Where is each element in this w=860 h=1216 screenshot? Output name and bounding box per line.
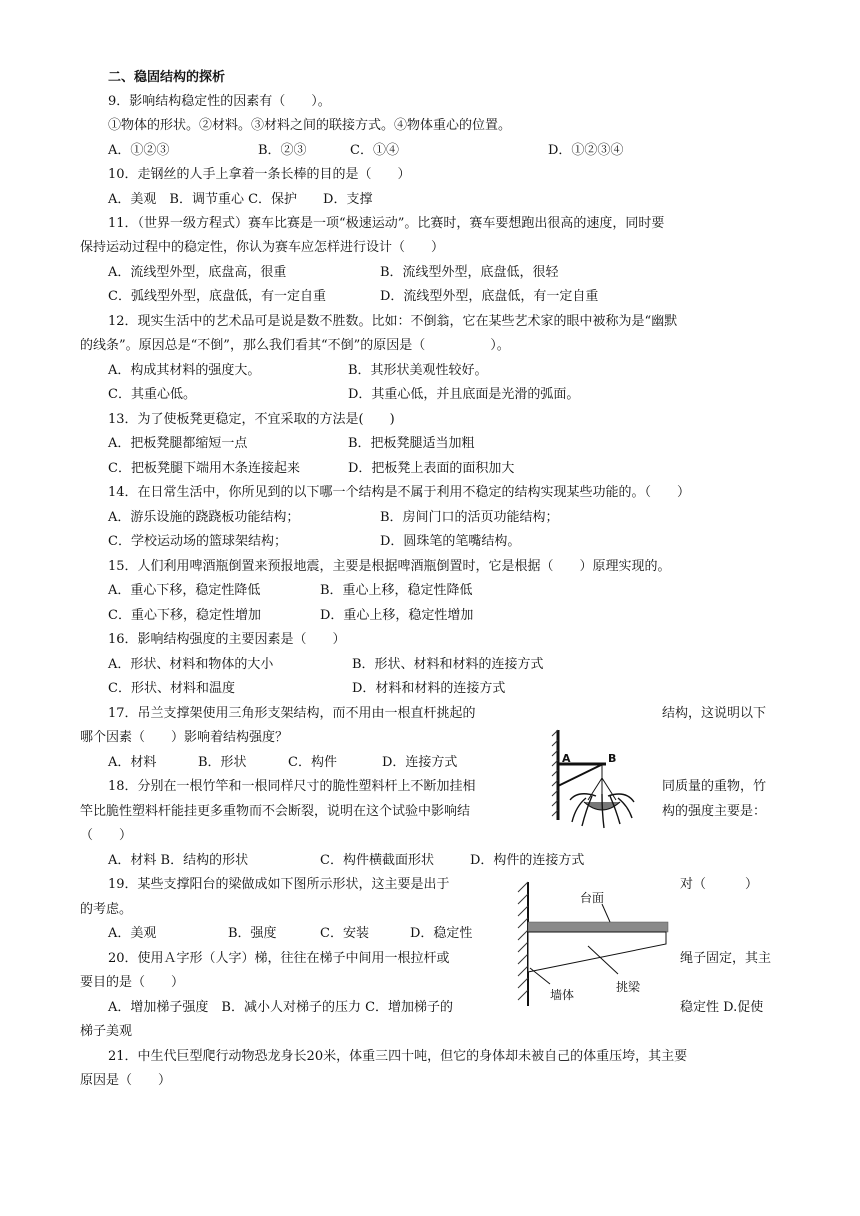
question-11-option-c: C．弧线型外型，底盘低，有一定自重	[108, 289, 326, 304]
question-10-options: A．美观 B．调节重心 C．保护 D．支撑	[108, 192, 373, 207]
question-15-option-d: D．重心上移，稳定性增加	[320, 608, 474, 623]
question-19-option-a: A．美观	[108, 926, 157, 941]
question-14-option-d: D．圆珠笔的笔嘴结构。	[380, 534, 521, 549]
bracket-label-a: A	[562, 752, 571, 765]
bracket-label-b: B	[608, 752, 617, 765]
question-20-stem-right: 绳子固定，其主	[680, 951, 772, 966]
question-13-stem: 13．为了使板凳更稳定，不宜采取的方法是( )	[108, 412, 395, 427]
question-21-stem: 21．中生代巨型爬行动物恐龙身长20米，体重三四十吨，但它的身体却未被自己的体重压垮，其主要	[108, 1049, 688, 1064]
question-21-stem-cont: 原因是（ ）	[80, 1073, 172, 1088]
question-19-option-c: C．安装	[320, 926, 369, 941]
question-20-options: A．增加梯子强度 B．减小人对梯子的压力 C．增加梯子的	[108, 1000, 454, 1015]
question-20-options-cont: 梯子美观	[80, 1024, 133, 1039]
question-12-option-c: C．其重心低。	[108, 387, 196, 402]
question-16-stem: 16．影响结构强度的主要因素是（ ）	[108, 632, 346, 647]
question-17-option-a: A．材料	[108, 755, 157, 770]
question-19-stem-right: 对（ ）	[680, 877, 759, 892]
question-12-option-b: B．其形状美观性较好。	[348, 363, 488, 378]
question-19-stem: 19．某些支撑阳台的梁做成如下图所示形状，这主要是出于	[108, 877, 450, 892]
question-17-stem-right: 结构，这说明以下	[662, 706, 767, 721]
question-11-option-b: B．流线型外型，底盘低，很轻	[380, 265, 559, 280]
question-15-stem: 15．人们利用啤酒瓶倒置来预报地震，主要是根据啤酒瓶倒置时，它是根据（ ）原理实现的。	[108, 559, 671, 574]
question-20-stem-cont: 要目的是（ ）	[80, 975, 185, 990]
question-9-option-d: D．①②③④	[548, 143, 624, 158]
balcony-label-top: 台面	[580, 891, 605, 905]
question-9-statements: ①物体的形状。②材料。③材料之间的联接方式。④物体重心的位置。	[108, 118, 512, 133]
question-18-stem: 18．分别在一根竹竿和一根同样尺寸的脆性塑料杆上不断加挂相	[108, 779, 476, 794]
question-14-option-a: A．游乐设施的跷跷板功能结构；	[108, 510, 300, 525]
question-18-option-c: C．构件横截面形状	[320, 853, 434, 868]
question-18-answer-blank: （ ）	[80, 828, 133, 843]
question-18-option-d: D．构件的连接方式	[470, 853, 585, 868]
question-9-option-a: A．①②③	[108, 143, 170, 158]
balcony-label-wall: 墙体	[550, 988, 575, 1002]
question-18-stem-cont-right: 构的强度主要是：	[662, 804, 767, 819]
question-11-option-a: A．流线型外型，底盘高，很重	[108, 265, 287, 280]
question-16-option-b: B．形状、材料和材料的连接方式	[352, 657, 544, 672]
question-13-option-c: C．把板凳腿下端用木条连接起来	[108, 461, 300, 476]
question-11-stem: 11．（世界一级方程式）赛车比赛是一项“极速运动”。比赛时，赛车要想跑出很高的速度，同时要	[108, 216, 665, 231]
question-12-option-d: D．其重心低，并且底面是光滑的弧面。	[348, 387, 580, 402]
question-16-option-d: D．材料和材料的连接方式	[352, 681, 506, 696]
balcony-label-beam: 挑梁	[616, 980, 641, 994]
question-20-stem: 20．使用Ａ字形（人字）梯，往往在梯子中间用一根拉杆或	[108, 951, 450, 966]
question-16-option-c: C．形状、材料和温度	[108, 681, 235, 696]
question-19-stem-cont: 的考虑。	[80, 902, 133, 917]
question-14-option-b: B．房间门口的活页功能结构；	[380, 510, 559, 525]
question-18-stem-right: 同质量的重物，竹	[662, 779, 767, 794]
question-20-options-right: 稳定性 D.促使	[680, 1000, 764, 1015]
question-17-option-c: C．构件	[288, 755, 337, 770]
question-9-option-b: B．②③	[258, 143, 307, 158]
question-14-stem: 14．在日常生活中，你所见到的以下哪一个结构是不属于利用不稳定的结构实现某些功能的。（ ）	[108, 485, 691, 500]
question-18-stem-cont: 竿比脆性塑料杆能挂更多重物而不会断裂，说明在这个试验中影响结	[80, 804, 471, 819]
question-17-option-b: B．形状	[198, 755, 247, 770]
bracket-figure	[548, 726, 638, 836]
question-17-option-d: D．连接方式	[382, 755, 458, 770]
question-13-option-a: A．把板凳腿都缩短一点	[108, 436, 248, 451]
question-15-option-b: B．重心上移，稳定性降低	[320, 583, 473, 598]
question-19-option-b: B．强度	[228, 926, 277, 941]
question-9-option-c: C．①④	[350, 143, 399, 158]
question-12-option-a: A．构成其材料的强度大。	[108, 363, 261, 378]
question-17-stem: 17．吊兰支撑架使用三角形支架结构，而不用由一根直杆挑起的	[108, 706, 476, 721]
question-15-option-c: C．重心下移，稳定性增加	[108, 608, 261, 623]
question-18-option-ab: A．材料 B．结构的形状	[108, 853, 249, 868]
question-13-option-d: D．把板凳上表面的面积加大	[348, 461, 515, 476]
question-11-option-d: D．流线型外型，底盘低，有一定自重	[380, 289, 599, 304]
question-12-stem: 12．现实生活中的艺术品可是说是数不胜数。比如：不倒翁，它在某些艺术家的眼中被称为是“幽默	[108, 314, 678, 329]
question-16-option-a: A．形状、材料和物体的大小	[108, 657, 274, 672]
question-19-option-d: D．稳定性	[410, 926, 473, 941]
question-14-option-c: C．学校运动场的篮球架结构；	[108, 534, 287, 549]
question-10-stem: 10．走钢丝的人手上拿着一条长棒的目的是（ ）	[108, 167, 411, 182]
question-15-option-a: A．重心下移，稳定性降低	[108, 583, 261, 598]
question-17-stem-cont: 哪个因素（ ）影响着结构强度？	[80, 730, 289, 745]
question-9-stem: 9．影响结构稳定性的因素有（ ）。	[108, 94, 331, 109]
balcony-beam-figure	[510, 878, 675, 1013]
question-11-stem-cont: 保持运动过程中的稳定性，你认为赛车应怎样进行设计（ ）	[80, 240, 445, 255]
question-12-stem-cont: 的线条”。原因总是“不倒”，那么我们看其“不倒”的原因是（ ）。	[80, 338, 510, 353]
section-title: 二、稳固结构的探析	[108, 70, 226, 85]
question-13-option-b: B．把板凳腿适当加粗	[348, 436, 475, 451]
